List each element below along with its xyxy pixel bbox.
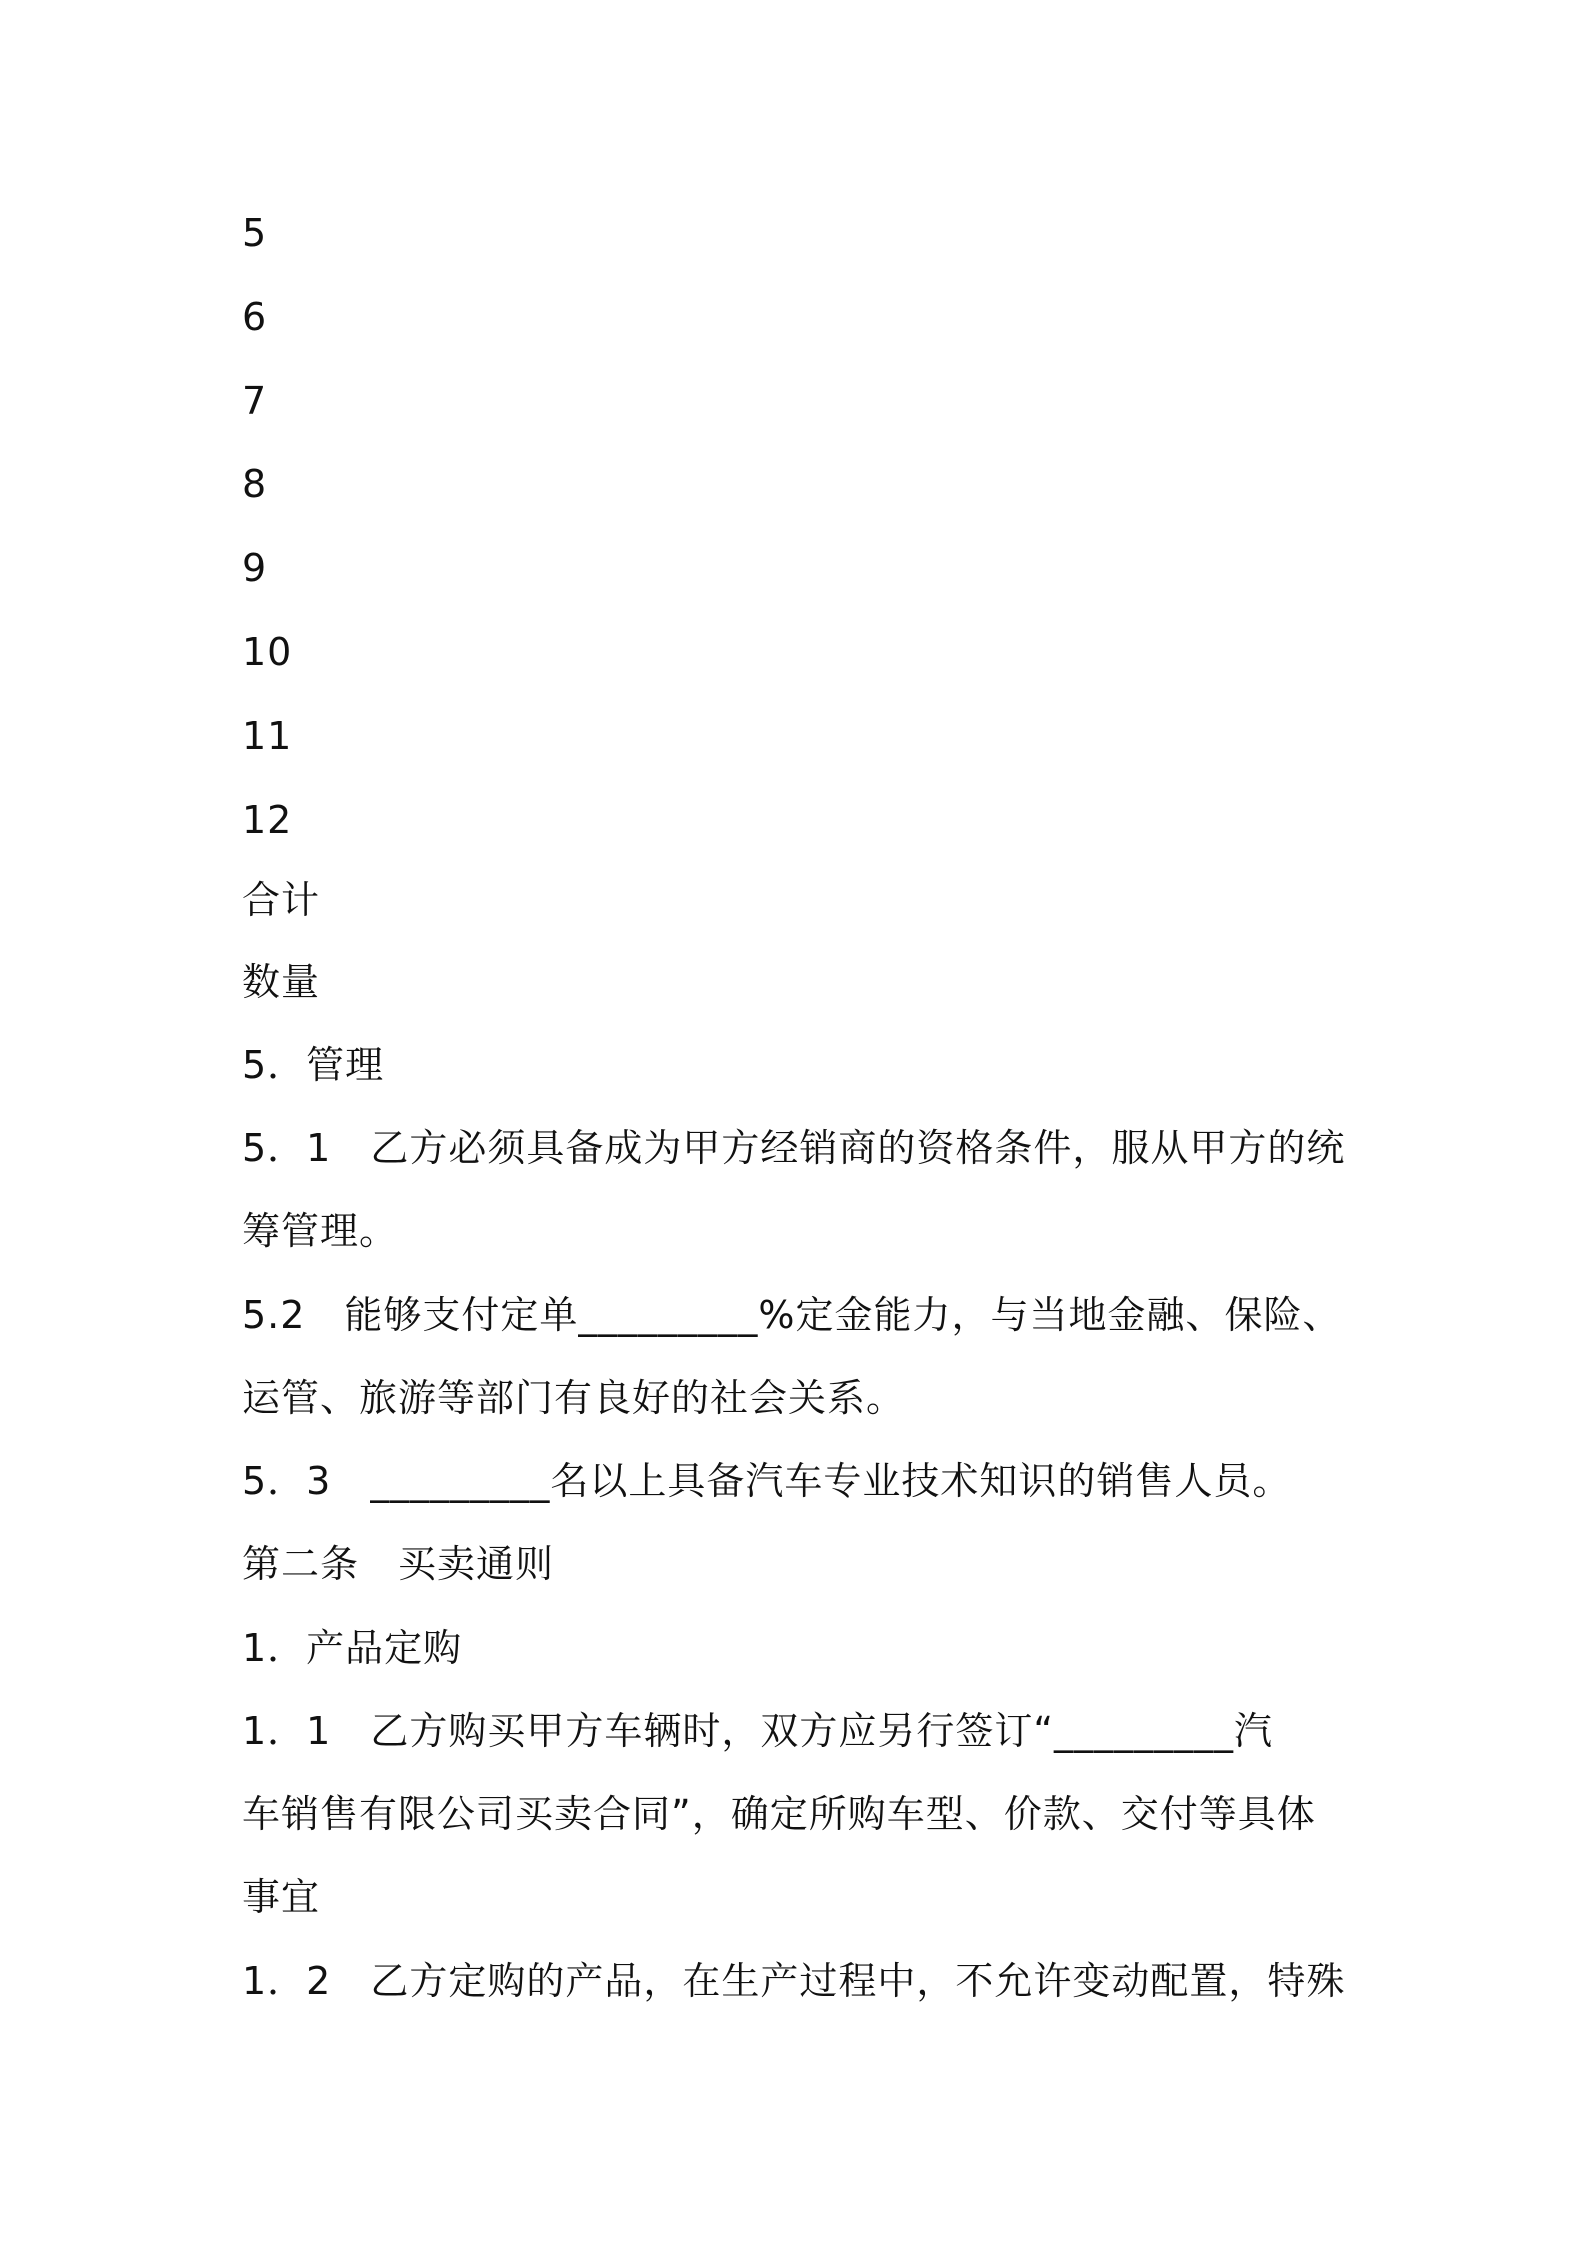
clause-5-1-line-1: 5．1 乙方必须具备成为甲方经销商的资格条件，服从甲方的统	[242, 1126, 1346, 1170]
table-row-number-6: 6	[242, 295, 268, 339]
section-heading-product-ordering: 1．产品定购	[242, 1626, 463, 1670]
quantity-label: 数量	[242, 960, 321, 1004]
clause-1-1-line-1: 1．1 乙方购买甲方车辆时，双方应另行签订“_________汽	[242, 1709, 1274, 1753]
total-label: 合计	[242, 878, 321, 922]
article-2-heading: 第二条 买卖通则	[242, 1542, 555, 1586]
clause-1-1-line-3: 事宜	[242, 1875, 321, 1919]
table-row-number-12: 12	[242, 798, 293, 842]
clause-5-3: 5．3 _________名以上具备汽车专业技术知识的销售人员。	[242, 1459, 1292, 1503]
table-row-number-8: 8	[242, 462, 268, 506]
clause-5-2-line-1: 5.2 能够支付定单_________%定金能力，与当地金融、保险、	[242, 1293, 1342, 1337]
table-row-number-10: 10	[242, 630, 293, 674]
clause-1-2-line-1: 1．2 乙方定购的产品，在生产过程中，不允许变动配置，特殊	[242, 1959, 1346, 2003]
table-row-number-11: 11	[242, 714, 293, 758]
clause-5-1-line-2: 筹管理。	[242, 1209, 399, 1253]
section-heading-management: 5．管理	[242, 1043, 385, 1087]
table-row-number-9: 9	[242, 546, 268, 590]
table-row-number-7: 7	[242, 379, 268, 423]
clause-1-1-line-2: 车销售有限公司买卖合同”，确定所购车型、价款、交付等具体	[242, 1792, 1316, 1836]
clause-5-2-line-2: 运管、旅游等部门有良好的社会关系。	[242, 1376, 906, 1420]
table-row-number-5: 5	[242, 211, 268, 255]
